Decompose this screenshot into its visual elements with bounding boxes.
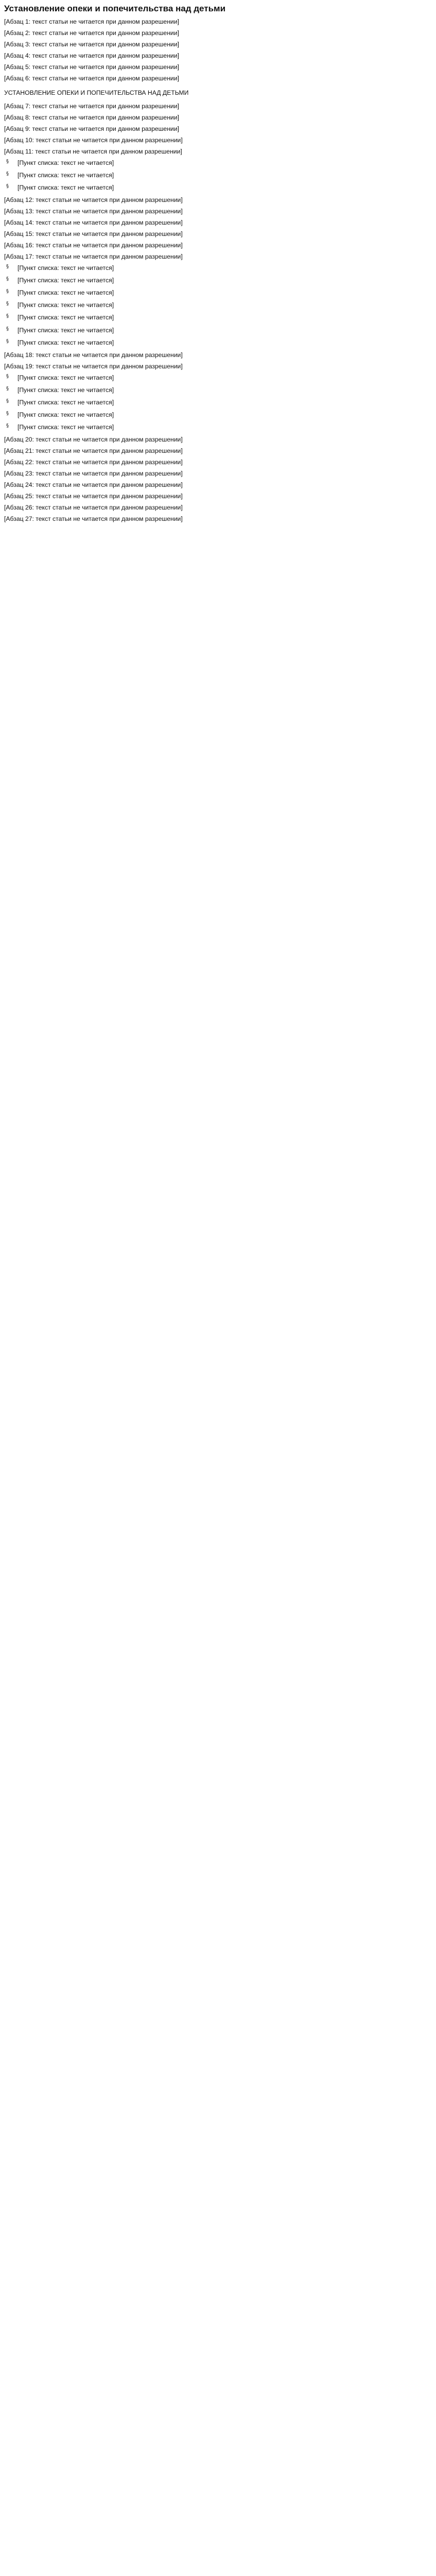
list-item-text: [Пункт списка: текст не читается] (18, 338, 114, 346)
list-item-text: [Пункт списка: текст не читается] (18, 423, 114, 431)
list-item (4, 373, 432, 382)
bullet-icon: § (6, 410, 9, 416)
bullet-icon: § (6, 313, 9, 319)
list-item (4, 171, 432, 180)
paragraph: [Абзац 1: текст статьи не читается при данном разрешении] (4, 18, 179, 26)
bullet-icon: § (6, 276, 9, 282)
bullet-list (4, 263, 432, 347)
paragraph: [Абзац 3: текст статьи не читается при данном разрешении] (4, 41, 179, 48)
paragraph: [Абзац 6: текст статьи не читается при данном разрешении] (4, 75, 179, 82)
list-item-text: [Пункт списка: текст не читается] (18, 411, 114, 418)
paragraph: [Абзац 26: текст статьи не читается при данном разрешении] (4, 504, 183, 512)
list-item-text: [Пункт списка: текст не читается] (18, 183, 114, 191)
paragraph: [Абзац 21: текст статьи не читается при данном разрешении] (4, 447, 183, 454)
list-item (4, 300, 432, 310)
bullet-list (4, 373, 432, 432)
paragraph: [Абзац 24: текст статьи не читается при данном разрешении] (4, 481, 183, 489)
list-item-text: [Пункт списка: текст не читается] (18, 374, 114, 381)
paragraph: [Абзац 15: текст статьи не читается при данном разрешении] (4, 230, 183, 238)
paragraph: [Абзац 13: текст статьи не читается при данном разрешении] (4, 208, 183, 215)
article-section-main (4, 101, 432, 524)
bullet-icon: § (6, 264, 9, 270)
bullet-icon: § (6, 373, 9, 379)
paragraph: [Абзац 22: текст статьи не читается при данном разрешении] (4, 459, 183, 466)
bullet-icon: § (6, 398, 9, 404)
list-item-text: [Пункт списка: текст не читается] (18, 159, 114, 166)
list-item-text: [Пункт списка: текст не читается] (18, 314, 114, 321)
list-item (4, 385, 432, 395)
bullet-icon: § (6, 301, 9, 307)
paragraph: [Абзац 7: текст статьи не читается при данном разрешении] (4, 102, 179, 110)
paragraph: [Абзац 23: текст статьи не читается при данном разрешении] (4, 470, 183, 478)
list-item (4, 288, 432, 297)
paragraph: [Абзац 27: текст статьи не читается при данном разрешении] (4, 515, 183, 523)
article-page (0, 0, 436, 538)
paragraph: [Абзац 8: текст статьи не читается при данном разрешении] (4, 113, 179, 121)
list-item-text: [Пункт списка: текст не читается] (18, 326, 114, 334)
list-item (4, 313, 432, 322)
list-item-text: [Пункт списка: текст не читается] (18, 171, 114, 179)
list-item (4, 158, 432, 167)
bullet-icon: § (6, 158, 9, 164)
paragraph: [Абзац 16: текст статьи не читается при данном разрешении] (4, 242, 183, 249)
paragraph: [Абзац 20: текст статьи не читается при данном разрешении] (4, 435, 183, 443)
paragraph: [Абзац 19: текст статьи не читается при данном разрешении] (4, 362, 183, 370)
list-item-text: [Пункт списка: текст не читается] (18, 289, 114, 297)
bullet-icon: § (6, 326, 9, 332)
article-section-intro (4, 17, 432, 83)
bullet-icon: § (6, 183, 9, 189)
paragraph: [Абзац 9: текст статьи не читается при данном разрешении] (4, 125, 179, 132)
bullet-icon: § (6, 171, 9, 177)
list-item (4, 338, 432, 347)
list-item (4, 276, 432, 285)
list-item (4, 263, 432, 273)
list-item (4, 326, 432, 335)
list-item (4, 422, 432, 432)
paragraph: [Абзац 2: текст статьи не читается при данном разрешении] (4, 29, 179, 37)
bullet-icon: § (6, 289, 9, 295)
list-item-text: [Пункт списка: текст не читается] (18, 386, 114, 394)
list-item-text: [Пункт списка: текст не читается] (18, 277, 114, 284)
paragraph: [Абзац 25: текст статьи не читается при данном разрешении] (4, 493, 183, 500)
paragraph: [Абзац 12: текст статьи не читается при данном разрешении] (4, 196, 183, 204)
list-item-text: [Пункт списка: текст не читается] (18, 264, 114, 272)
paragraph: [Абзац 5: текст статьи не читается при данном разрешении] (4, 63, 179, 71)
list-item (4, 183, 432, 192)
bullet-list (4, 158, 432, 192)
list-item (4, 410, 432, 419)
bullet-icon: § (6, 385, 9, 392)
paragraph: [Абзац 18: текст статьи не читается при данном разрешении] (4, 351, 183, 359)
section-heading: УСТАНОВЛЕНИЕ ОПЕКИ И ПОПЕЧИТЕЛЬСТВА НАД ДЕТЬМИ (4, 89, 189, 96)
list-item (4, 398, 432, 407)
paragraph: [Абзац 11: текст статьи не читается при данном разрешении] (4, 147, 182, 155)
list-item-text: [Пункт списка: текст не читается] (18, 398, 114, 406)
bullet-icon: § (6, 338, 9, 344)
page-title: Установление опеки и попечительства над детьми (4, 4, 226, 13)
paragraph: [Абзац 4: текст статьи не читается при данном разрешении] (4, 52, 179, 60)
bullet-icon: § (6, 422, 9, 429)
list-item-text: [Пункт списка: текст не читается] (18, 301, 114, 309)
paragraph: [Абзац 10: текст статьи не читается при данном разрешении] (4, 136, 183, 144)
paragraph: [Абзац 17: текст статьи не читается при данном разрешении] (4, 253, 183, 261)
paragraph: [Абзац 14: текст статьи не читается при данном разрешении] (4, 219, 183, 227)
